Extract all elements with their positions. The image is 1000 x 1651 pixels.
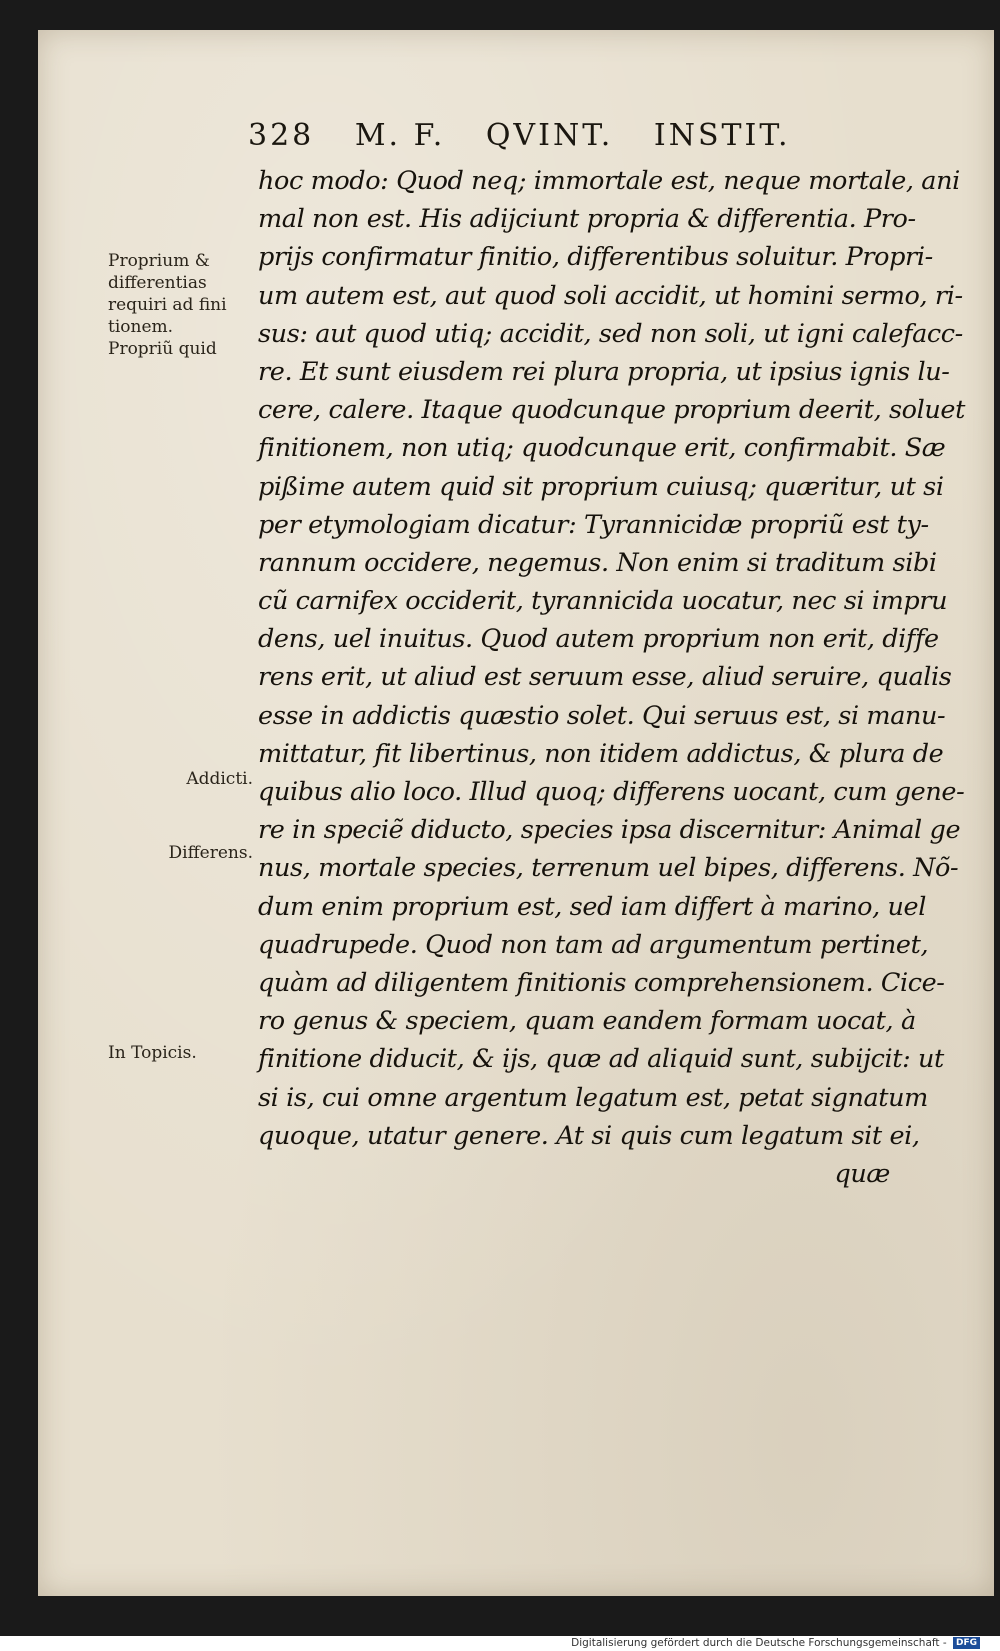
text-line: nus, mortale species, terrenum uel bipes, differens. Nõ- (258, 853, 959, 884)
footer-credit (571, 1637, 980, 1649)
funding-credit-text: Digitalisierung gefördert durch die Deutsche Forschungsgemeinschaft - (571, 1637, 947, 1649)
catchword: quæ (834, 1158, 890, 1189)
dfg-logo: DFG (953, 1637, 980, 1649)
text-line: cere, calere. Itaque quodcunque proprium deerit, soluet (258, 395, 965, 426)
text-line: re. Et sunt eiusdem rei plura propria, ut ipsius ignis lu- (258, 356, 950, 387)
marginal-note-text: Differens. (168, 843, 253, 863)
page-number: 328 (248, 118, 315, 153)
text-line: per etymologiam dicatur: Tyrannicidæ propriũ est ty- (258, 509, 929, 540)
text-line: sus: aut quod utiq; accidit, sed non soli, ut igni calefacc- (258, 318, 963, 349)
marginal-note-differens (108, 842, 253, 864)
text-line: re in speciẽ diducto, species ipsa discernitur: Animal ge (258, 815, 961, 846)
digitization-footer (0, 1636, 1000, 1651)
marginal-note-line: requiri ad fini (108, 295, 227, 315)
running-title-name: QVINT. (485, 118, 614, 153)
text-line: quibus alio loco. Illud quoq; differens uocant, cum gene- (258, 777, 965, 807)
marginal-note-proprium (108, 250, 253, 360)
text-line: finitionem, non utiq; quodcunque erit, confirmabit. Sæ (258, 433, 946, 464)
marginal-note-text: Addicti. (186, 769, 253, 789)
text-line: quadrupede. Quod non tam ad argumentum pertinet, (258, 929, 929, 960)
text-line: pißime autem quid sit proprium cuiusq; quæritur, ut si (258, 471, 944, 502)
text-line: prijs confirmatur finitio, differentibus soluitur. Propri- (258, 242, 933, 273)
text-line: cũ carnifex occiderit, tyrannicida uocatur, nec si impru (258, 586, 948, 617)
body-text (258, 162, 965, 1193)
marginal-note-addicti (108, 768, 253, 790)
text-line: dens, uel inuitus. Quod autem proprium non erit, diffe (258, 624, 939, 655)
text-line: rannum occidere, negemus. Non enim si traditum sibi (258, 547, 937, 578)
marginal-note-text: In Topicis. (108, 1043, 197, 1063)
text-line: esse in addictis quæstio solet. Qui seruus est, si manu- (258, 700, 946, 731)
marginal-note-line: Propriũ quid (108, 339, 217, 359)
text-line: rens erit, ut aliud est seruum esse, aliud seruire, qualis (258, 662, 952, 693)
marginal-note-in-topicis (108, 1042, 253, 1064)
marginal-note-line: differentias (108, 273, 207, 293)
text-line: ro genus & speciem, quam eandem formam uocat, à (258, 1006, 916, 1037)
text-line: finitione diducit, & ijs, quæ ad aliquid sunt, subijcit: ut (258, 1044, 944, 1075)
text-line: si is, cui omne argentum legatum est, petat signatum (258, 1082, 928, 1113)
marginal-note-line: tionem. (108, 317, 174, 337)
running-title-work: INSTIT. (653, 118, 791, 153)
text-line: dum enim proprium est, sed iam differt à marino, uel (258, 891, 926, 922)
text-line: mittatur, fit libertinus, non itidem addictus, & plura de (258, 738, 944, 769)
running-header (248, 118, 888, 158)
running-title-author: M. F. (354, 118, 446, 153)
text-line: hoc modo: Quod neq; immortale est, neque mortale, ani (258, 166, 960, 196)
text-line: quoque, utatur genere. At si quis cum legatum sit ei, (258, 1120, 920, 1151)
marginal-note-line: Proprium & (108, 251, 210, 271)
text-line: um autem est, aut quod soli accidit, ut homini sermo, ri- (258, 280, 963, 311)
text-line: quàm ad diligentem finitionis comprehensionem. Cice- (258, 967, 945, 998)
text-line: mal non est. His adijciunt propria & differentia. Pro- (258, 204, 916, 235)
